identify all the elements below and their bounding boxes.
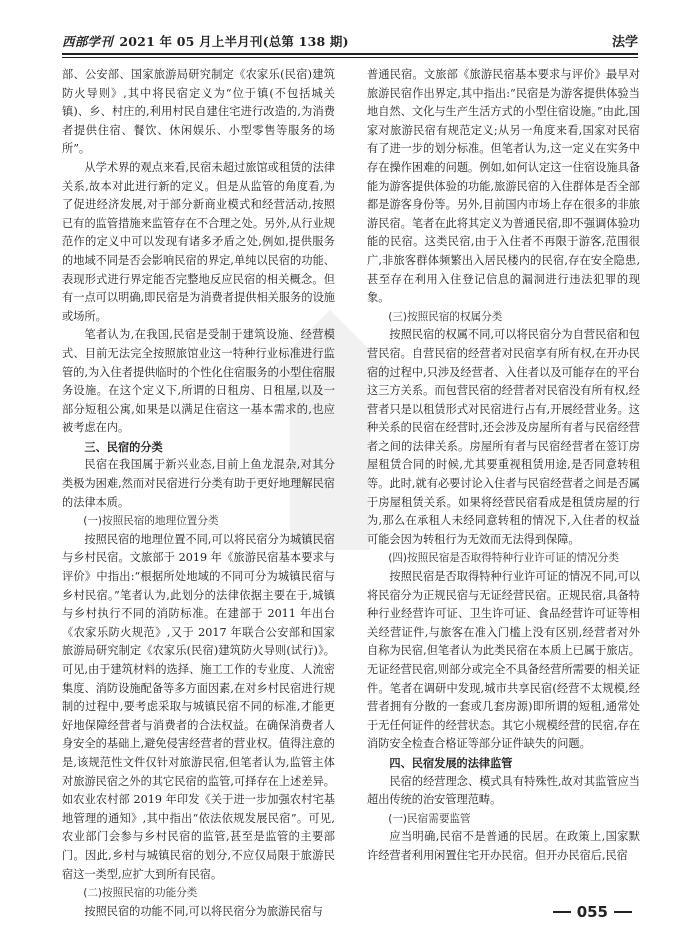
page-footer xyxy=(547,903,638,921)
paragraph: 按照民宿的功能不同,可以将民宿分为旅游民宿与 xyxy=(84,904,323,918)
footer-dash-left xyxy=(553,911,571,913)
paragraph: 普通民宿。文旅部《旅游民宿基本要求与评价》最早对旅游民宿作出界定,其中指出:“民宿是为游客提供体验当地自然、文化与生产生活方式的小型住宿设施。”由此,国家对旅游民宿有规范定义;从另一角度来看,国家对民宿有了进一步的划分标准。但笔者认为,这一定义在实务中存在操作困难的问题。例如,如何认定这一住宿设施具备能为游客提供体验的功能,旅游民宿的入住群体是否全部都是游客身份等。另外,目前国内市场上存在很多的非旅游民宿。笔者在此将其定义为普通民宿,即不强调体验功能的民宿。这类民宿,由于入住者不再限于游客,范围很广,非旅客群体频繁出入居民楼内的民宿,存在安全隐患,甚至存在利用入住登记信息的漏洞进行违法犯罪的现象。 xyxy=(367,68,640,305)
paragraph: 按照民宿是否取得特种行业许可证的情况不同,可以将民宿分为正规民宿与无证经营民宿。正规民宿,具备特种行业经营许可证、卫生许可证、食品经营许可证等相关经营证件,与旅客在准入门槛上没有区别,经营者对外自称为民宿,但笔者认为此类民宿在本质上已属于旅店。无证经营民宿,则部分或完全不具备经营所需要的相关证件。笔者在调研中发现,城市共享民宿(经营不太规模,经营者拥有分散的一套或几套房源)即所谓的短租,通常处于无任何证件的经营状态。其它小规模经营的民宿,存在消防安全检查合格证等部分证件缺失的问题。 xyxy=(367,570,640,751)
footer-dash-right xyxy=(614,911,632,913)
paragraph: 部、公安部、国家旅游局研究制定《农家乐(民宿)建筑防火导则》,其中将民宿定义为“位于镇(不包括城关镇)、乡、村庄的,利用村民自建住宅进行改造的,为消费者提供住宿、餐饮、休闲娱乐、小型零售等服务的场所”。 xyxy=(62,68,335,156)
paragraph: 笔者认为,在我国,民宿是受制于建筑设施、经营模式、目前无法完全按照旅馆业这一特种行业标准进行监管的,为入住者提供临时的个性化住宿服务的小型住宿服务设施。在这个定义下,所谓的日租房、日租屋,以及一部分短租公寓,如果是以满足住宿这一基本需求的,也应被考虑在内。 xyxy=(62,328,335,435)
paragraph: 民宿在我国属于新兴业态,目前上鱼龙混杂,对其分类极为困难,然而对民宿进行分类有助于更好地理解民宿的法律本质。 xyxy=(62,458,335,509)
paragraph: 按照民宿的地理位置不同,可以将民宿分为城镇民宿与乡村民宿。文旅部于 2019 年《旅游民宿基本要求与评价》中指出:“根据所处地域的不同可分为城镇民宿与乡村民宿。”笔者认为,此划分的法律依据主要在于,城镇与乡村执行不同的消防标准。在建部于 2011 年出台《农家乐防火规范》,又于 2017 年联合公安部和国家旅游局研究制定《农家乐(民宿)建筑防火导则(试行)》。可见,由于建筑材料的选择、施工工作的专业度、人流密集度、消防设施配备等多方面因素,在对乡村民宿进行规制的过程中,要考虑采取与城镇民宿不同的标准,才能更好地保障经营者与消费者的合法权益。在确保消费者人身安全的基础上,避免侵害经营者的营业权。值得注意的是,该规范性文件仅针对旅游民宿,但笔者认为,监管主体对旅游民宿之外的其它民宿的监管,可择存在上述差异。如农业农村部 2019 年印发《关于进一步加强农村宅基地管理的通知》,其中指出“依法依规发展民宿”。可见,农业部门会参与乡村民宿的监管,甚至是监管的主要部门。因此,乡村与城镇民宿的划分,不应仅局限于旅游民宿这一类型,应扩大到所有民宿。 xyxy=(62,532,335,881)
paragraph: 从学术界的观点来看,民宿未超过旅馆或租赁的法律关系,故本对此进行新的定义。但是从监管的角度看,为了促进经济发展,对于部分新商业模式和经营活动,按照已有的监管措施来监管存在不合理之处。另外,从行业规范作的定义中可以发现有诸多矛盾之处,例如,提供服务的地域不同是否会影响民宿的界定,单纯以民宿的功能、表现形式进行界定能否完整地反应民宿的相关概念。但有一点可以明确,即民宿是为消费者提供相关服务的设施或场所。 xyxy=(62,160,335,323)
subsection-heading: (一)民宿需要监管 xyxy=(388,812,471,825)
header-rule-thin xyxy=(62,57,638,58)
paragraph: 按照民宿的权属不同,可以将民宿分为自营民宿和包营民宿。自营民宿的经营者对民宿享有所有权,在开办民宿的过程中,只涉及经营者、入住者以及可能存在的平台这三方关系。而包营民宿的经营者对民宿没有所有权,经营者只是以租赁形式对民宿进行占有,开展经营业务。这种关系的民宿在经营时,还会涉及房屋所有者与民宿经营者之间的法律关系。房屋所有者与民宿经营者在签订房屋租赁合同的时候,尤其要重视租赁用途,是否同意转租等。此时,就有必要讨论入住者与民宿经营者之间是否属于房屋租赁关系。如果将经营民宿看成是租赁房屋的行为,那么在承租人未经同意转租的情况下,入住者的权益可能会因为转租行为无效而无法得到保障。 xyxy=(367,328,640,546)
section-heading: 四、民宿发展的法律监管 xyxy=(389,755,513,770)
header-rule-thick xyxy=(62,53,638,55)
journal-info xyxy=(62,32,349,50)
page-header xyxy=(62,30,638,50)
journal-issue: 2021 年 05 月上半月刊(总第 138 期) xyxy=(119,34,349,49)
subsection-heading: (二)按照民宿的功能分类 xyxy=(83,887,198,900)
left-column xyxy=(62,66,335,921)
subsection-heading: (四)按照民宿是否取得特种行业许可证的情况分类 xyxy=(388,552,619,565)
journal-brand: 西部学刊 xyxy=(62,34,113,49)
subsection-heading: (一)按照民宿的地理位置分类 xyxy=(83,515,219,528)
right-column xyxy=(367,66,640,866)
section-label: 法学 xyxy=(611,35,638,50)
paragraph: 应当明确,民宿不是普通的民居。在政策上,国家默许经营者利用闲置住宅开办民宿。但开办民宿后,民宿 xyxy=(367,830,640,862)
subsection-heading: (三)按照民宿的权属分类 xyxy=(388,310,503,323)
page-number: 055 xyxy=(576,903,608,921)
paragraph: 民宿的经营理念、模式具有特殊性,故对其监管应当超出传统的治安管理范畴。 xyxy=(367,774,640,807)
section-heading: 三、民宿的分类 xyxy=(84,439,163,454)
